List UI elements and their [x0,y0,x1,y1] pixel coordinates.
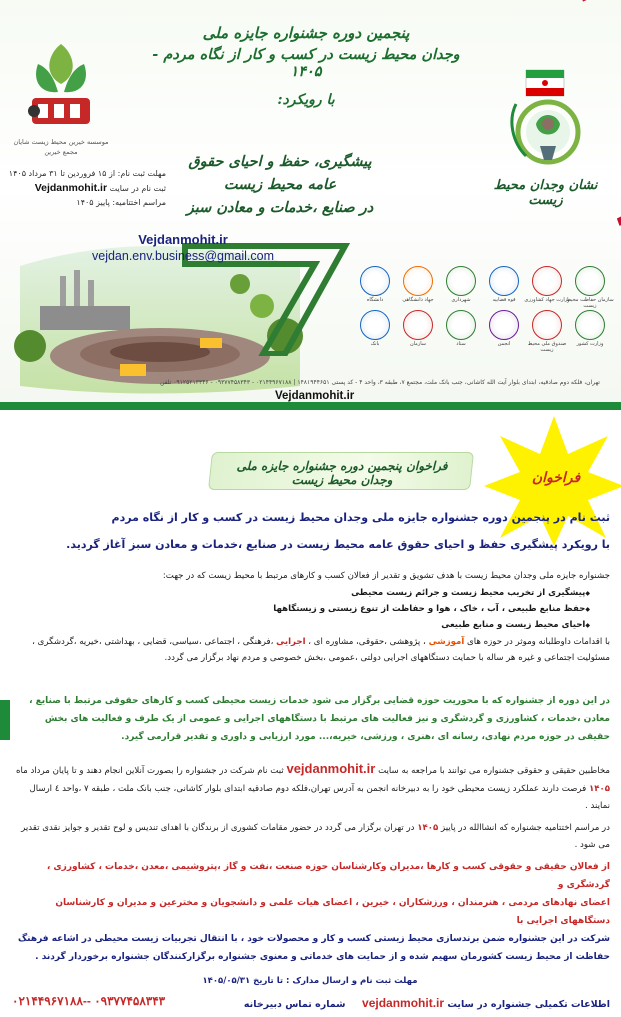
goal-item: ◆ پیشگیری از تخریب محیط زیست و جرائم زیست محیطی [12,585,610,601]
intro-paragraph: جشنواره جایزه ملی وجدان محیط زیست با هدف تشویق و تقدیر از فعالان کسب و کارهای مرتبط با محیط زیست که در جهت: [162,571,610,581]
partner-org-logo [360,310,390,340]
activities-text-1: با اقدامات داوطلبانه وموثر در حوزه های [467,636,610,647]
partner-org-name: انجمن [497,341,511,347]
ceremony-section [12,820,610,854]
judicial-paragraph: در این دوره از جشنواره که با محوریت حوزه قضایی برگزار می شود خدمات زیست محیطی کسب و کارهای حقوقی مرتبط با صنایع ، معادن ،خدمات ، کشاورزی و گردشگری و نیز فعالیت های مرتبط با دستگاههای اجرایی و عمومی از یک طرف و فعالیت های بخش حقیقی در حوزه مردم نهادی، رسانه ای ،هنری ، ورزشی، خیریه،... مورد ارزیابی و داوری و تقدیر قرارمی گیرد. [29,696,610,742]
activities-educational: آموزشی [428,636,465,647]
registration-site-label: ثبت نام در سایت [109,184,166,194]
header-banner [0,0,621,408]
charity-logo [18,34,104,144]
registration-deadline: مهلت ثبت نام و ارسال مدارک : تا تاریخ ۱۴۰۵/۰۵/۳۱ [202,976,418,986]
festival-title [141,24,471,108]
registration-text-2: ثبت نام شرکت در جشنواره را بصورت آنلاین انجام دهند و تا پایان مرداد ماه [16,766,284,776]
registration-site[interactable]: Vejdanmohit.ir [34,182,108,195]
intro-section [12,568,610,667]
partner-org-logo [403,310,433,340]
audience-section [12,858,610,966]
partner-organizations [350,266,612,396]
lead-section [12,508,610,556]
contact-website[interactable]: Vejdanmohit.ir [138,232,228,247]
registration-period: مهلت ثبت نام: از ۱۵ فروردین تا ۳۱ مرداد ۱۴۰۵ [8,169,166,178]
partner-org-logo [532,266,562,296]
partner-org-logo [489,310,519,340]
title-approach: با رویکرد: [277,92,335,108]
contact-box [92,232,274,263]
title-line-2: وجدان محیط زیست در کسب و کار از نگاه مردم - ۱۴۰۵ [152,46,460,80]
registration-website-link[interactable]: vejdanmohit.ir [286,761,376,776]
partner-org-name: شهرداری [451,297,471,303]
lead-line-2: با رویکرد پیشگیری حفظ و احیای حقوق عامه محیط زیست در صنایع ،خدمات و معادن سبز آغاز گردید. [66,537,610,551]
footer-info [244,996,610,1010]
partner-org-logo [446,266,476,296]
ceremony-text-2: در تهران برگزار می گردد در حضور مقامات کشوری از برندگان با اهدای تندیس و لوح تقدیر و جوایز نقدی تقدیر می شود . [21,823,610,850]
contact-email[interactable]: vejdan.env.business@gmail.com [92,249,274,263]
registration-text-1: مخاطبین حقیقی و حقوقی جشنواره می توانند با مراجعه به سایت [378,766,610,776]
registration-paragraph [12,756,610,815]
audience-line-2: اعضای نهادهای مردمی ، هنرمندان ، ورزشکاران ، خیرین ، اعضای هیات علمی و دانشجویان و مخترعین و مدیران و کارشناسان دستگاههای اجرایی با [55,898,610,926]
activities-executive: اجرایی [276,636,306,647]
activities-paragraph [12,634,610,668]
registration-info [6,168,166,209]
partner-org-name: وزارت کشور [576,341,604,347]
partner-org-name: دانشگاه [366,297,384,303]
theme-line-1: پیشگیری، حفظ و احیای حقوق عامه محیط زیست [188,153,372,194]
footer-phones: ۰۲۱۴۴۹۶۷۱۸۸-- ۰۹۳۷۷۴۵۸۳۴۳ [12,994,166,1008]
ceremony-year: ۱۴۰۵ [417,823,439,833]
call-badge-text: فراخوان [531,470,581,486]
audience-benefit: شرکت در این جشنواره ضمن برندسازی محیط زیستی کسب و کار و محصولات خود ، با انتقال تجربیات زیست محیطی در اشاعه فرهنگ حفاظت از محیط زیست کشورمان سهیم شده و از حمایت های خدماتی و معنوی جشنواره برگزارکنندگان جشنواره برخوردار گردند . [17,934,610,962]
partner-org-name: ستاد [456,341,466,347]
closing-ceremony-date: مراسم اختتامیه: پاییز ۱۴۰۵ [76,197,166,207]
partner-org-name: جهاد دانشگاهی [402,297,434,303]
footer [12,994,610,1014]
activities-text-3: ،فرهنگی ، اجتماعی ،سیاسی، قضایی ، بهداشتی ،خیریه ،گردشگری ، مسئولیت اجتماعی و غیره هر ساله با حمایت دستگاههای اجرایی دولتی ،عمومی ،بخش خصوصی و مردم نهاد برگزار می گردد. [32,636,610,664]
partner-org-name: وزارت جهاد کشاورزی [524,297,570,303]
partner-org-logo [489,266,519,296]
ceremony-text-1: در مراسم اختتامیه جشنواره که انشاالله در پاییز [440,823,610,833]
footer-phone-label: شماره تماس دبیرخانه [243,999,346,1010]
audience-paragraph [12,858,610,966]
partner-org-name: سازمان [409,341,426,347]
ceremony-paragraph [12,820,610,854]
title-line-1: پنجمین دوره جشنواره جایزه ملی [202,24,410,42]
partner-org-logo [532,310,562,340]
partner-org-logo [575,266,605,296]
partner-org-logo [446,310,476,340]
registration-section [12,756,610,815]
registration-text-3: فرصت دارند عملکرد زیست محیطی خود را به دبیرخانه انجمن به آدرس تهران،فلکه دوم صادقیه ابتدای بلوار کاشانی، جنب بانک ملت ، طبقه ۷ ،واحد ٤ ارسال نمایند . [29,784,610,812]
partner-org-name: بانک [370,341,380,347]
partner-org-name: سازمان حفاظت محیط زیست [566,297,614,309]
partner-org-logo [360,266,390,296]
partner-org-logo [575,310,605,340]
lead-line-1: ثبت نام در پنجمین دوره جشنواره جایزه ملی وجدان محیط زیست در کسب و کار از نگاه مردم [111,511,610,524]
partner-org-name: قوه قضاییه [492,297,516,303]
banner-website[interactable]: Vejdanmohit.ir [275,390,355,402]
goal-item: ◆ حفظ منابع طبیعی ، آب ، خاک ، هوا و حفاظت از تنوع زیستی و زیستگاهها [12,601,610,617]
footer-website[interactable]: vejdanmohit.ir [362,996,445,1010]
call-ribbon-text: فراخوان پنجمین دوره جشنواره جایزه ملی وجدان محیط زیست [236,459,448,487]
charity-logo-caption: موسسه خیرین محیط زیست شایان مجمع خیرین [13,138,109,156]
green-divider [0,402,621,410]
festival-theme [175,150,385,220]
registration-site-line [6,180,166,196]
judicial-section [12,692,610,746]
left-accent-stripe [0,700,10,740]
goal-item: ◆ احیای محیط زیست و منابع طبیعی [12,617,610,633]
theme-line-2: در صنایع ،خدمات و معادن سبز [186,199,374,217]
audience-line-1: از فعالان حقیقی و حقوقی کسب و کارها ،مدیران وکارشناسان حوزه صنعت ،نفت و گاز ،پتروشیمی ،معدن ،خدمات ، کشاورزی ، گردشگری و [46,862,610,890]
secretariat-address: تهران، فلکه دوم صادقیه، ابتدای بلوار آیت الله کاشانی، جنب بانک ملت، مجتمع ۷، طبقه ۳، واحد ۴ - کد پستی ۱۴۸۱۹۴۴۶۵۱ | ۰۲۱۴۴۹۶۷۱۸۸ - ۰۹۳۷۷۴۵۸۳۴۳ - ۰۹۱۲۵۲۱۳۳۴۶ تلفن [160,379,600,386]
partner-org-logo [403,266,433,296]
vejdan-emblem-label: نشان وجدان محیط زیست [493,178,598,208]
activities-text-2: ، پژوهشی ،حقوقی، مشاوره ای ، [308,636,426,647]
partner-org-name: صندوق ملی محیط زیست [527,341,567,353]
registration-year: ۱۴۰۵ [589,784,610,795]
footer-info-label: اطلاعات تکمیلی جشنواره در سایت [447,999,610,1010]
